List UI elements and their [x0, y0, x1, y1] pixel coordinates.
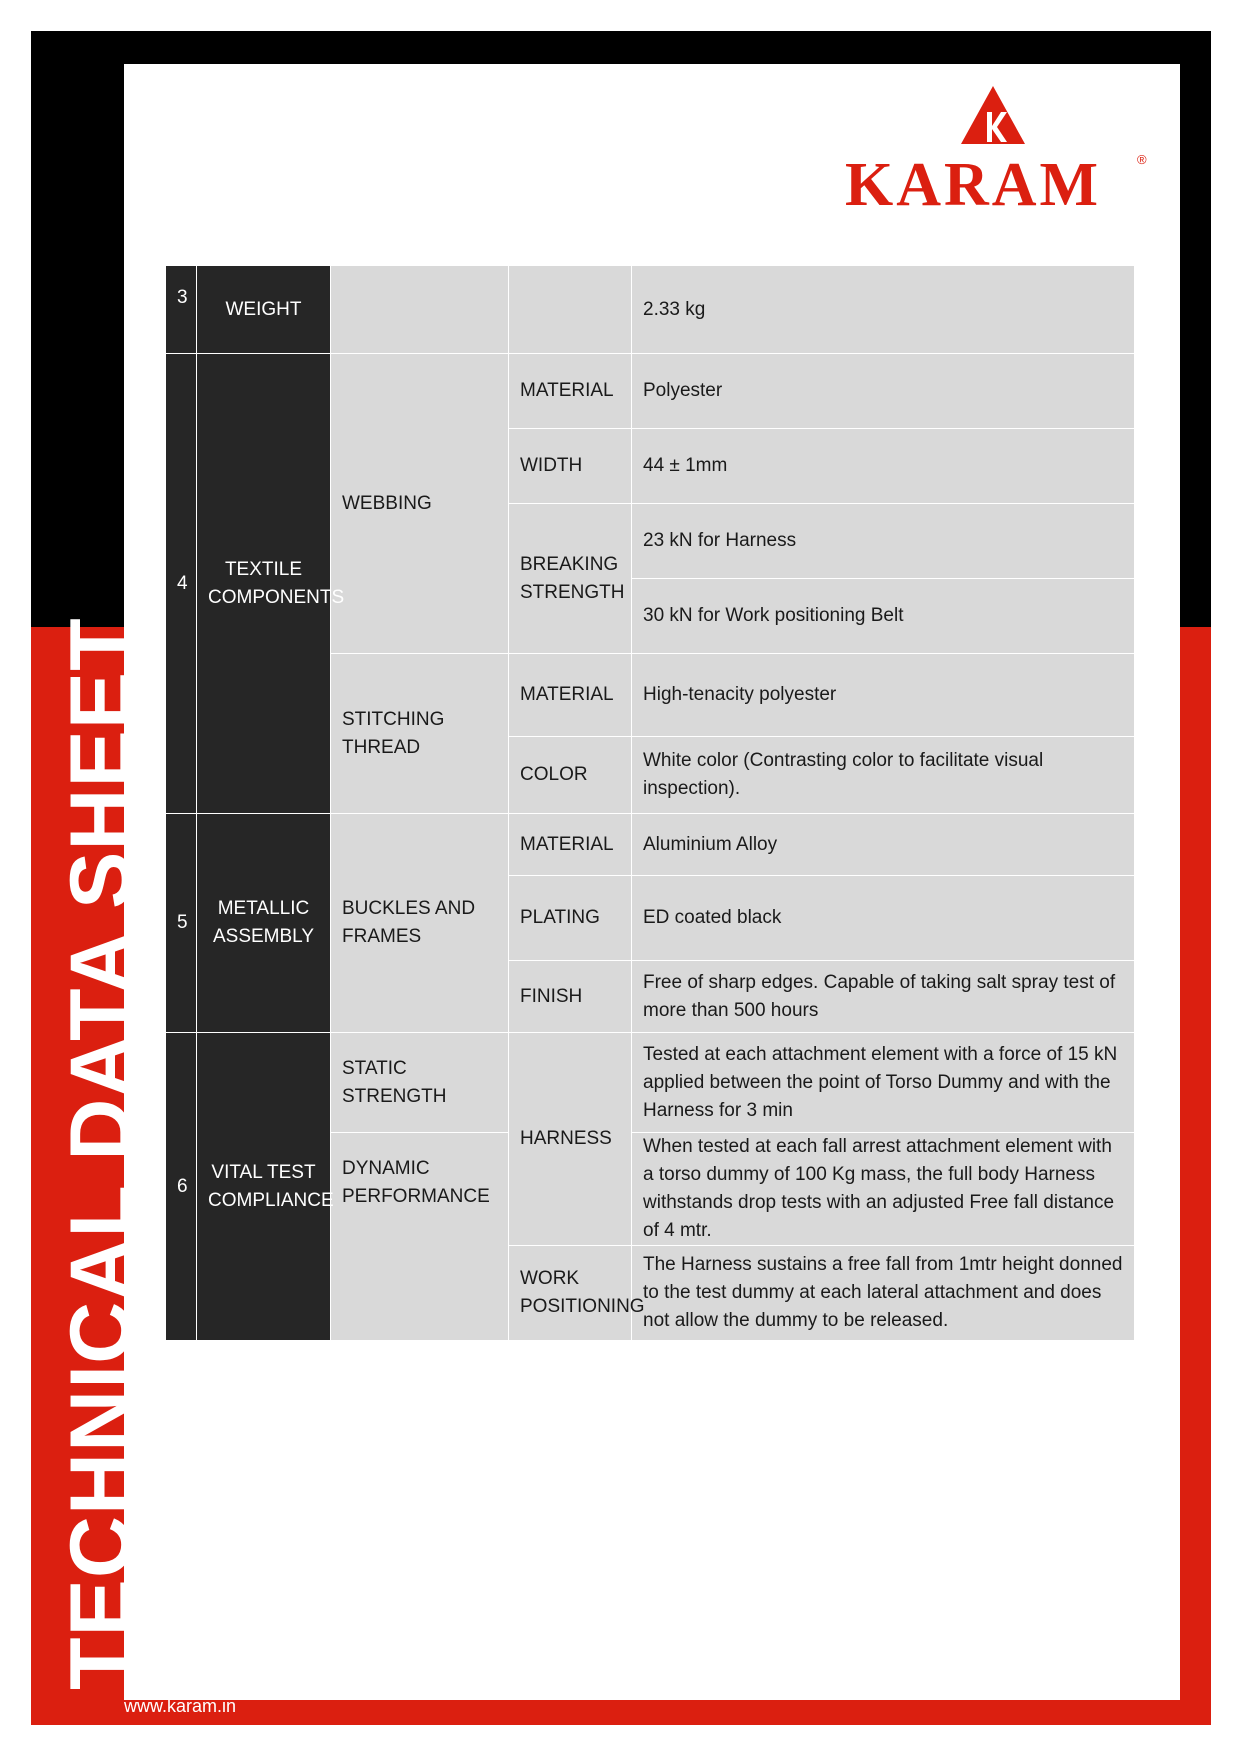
property-value: The Harness sustains a free fall from 1mtr height donned to the test dummy at each lateral attachment and does not allow the dummy to be released.: [632, 1246, 1135, 1341]
row-number: 5: [166, 814, 197, 1033]
side-title: TECHNICAL DATA SHEET: [53, 617, 149, 1690]
property-value: 23 kN for Harness: [632, 504, 1135, 579]
table-row: [166, 354, 1135, 429]
spec-table: [165, 265, 1135, 1341]
property-label: PLATING: [509, 876, 632, 961]
category-label: TEXTILE COMPONENTS: [197, 354, 331, 814]
property-value: 30 kN for Work positioning Belt: [632, 579, 1135, 654]
table-row: [166, 814, 1135, 876]
brand-logo: [845, 86, 1155, 219]
property-label: WIDTH: [509, 429, 632, 504]
row-number: 3: [166, 266, 197, 354]
sub-category-label: DYNAMIC PERFORMANCE: [331, 1133, 509, 1341]
property-label: BREAKING STRENGTH: [509, 504, 632, 654]
property-value: White color (Contrasting color to facilitate visual inspection).: [632, 737, 1135, 814]
property-value: 44 ± 1mm: [632, 429, 1135, 504]
table-row: [166, 1033, 1135, 1133]
category-label: VITAL TEST COMPLIANCE: [197, 1033, 331, 1341]
sub-category-label: WEBBING: [331, 354, 509, 654]
property-value: Tested at each attachment element with a force of 15 kN applied between the point of Torso Dummy and with the Harness for 3 min: [632, 1033, 1135, 1133]
property-value: ED coated black: [632, 876, 1135, 961]
karam-triangle-icon: [961, 86, 1025, 144]
property-value: Aluminium Alloy: [632, 814, 1135, 876]
property-label: FINISH: [509, 961, 632, 1033]
registered-mark: ®: [1137, 152, 1147, 167]
brand-wordmark: KARAM: [845, 151, 1102, 219]
sub-category-label: STATIC STRENGTH: [331, 1033, 509, 1133]
category-label: METALLIC ASSEMBLY: [197, 814, 331, 1033]
property-label: HARNESS: [509, 1033, 632, 1246]
table-row-weight: [166, 266, 1135, 354]
category-label: WEIGHT: [197, 266, 331, 354]
empty-cell: [331, 266, 509, 354]
property-label: COLOR: [509, 737, 632, 814]
property-label: MATERIAL: [509, 354, 632, 429]
property-label: MATERIAL: [509, 814, 632, 876]
sub-category-label: STITCHING THREAD: [331, 654, 509, 814]
property-label: MATERIAL: [509, 654, 632, 737]
empty-cell: [509, 266, 632, 354]
property-value: Polyester: [632, 354, 1135, 429]
property-value: When tested at each fall arrest attachment element with a torso dummy of 100 Kg mass, the full body Harness withstands drop tests with an adjusted Free fall distance of 4 mtr.: [632, 1133, 1135, 1246]
weight-value: 2.33 kg: [632, 266, 1135, 354]
property-value: High-tenacity polyester: [632, 654, 1135, 737]
row-number: 4: [166, 354, 197, 814]
sub-category-label: BUCKLES AND FRAMES: [331, 814, 509, 1033]
footer-url[interactable]: www.karam.in: [124, 1696, 237, 1716]
property-label: WORK POSITIONING: [509, 1246, 632, 1341]
row-number: 6: [166, 1033, 197, 1341]
property-value: Free of sharp edges. Capable of taking salt spray test of more than 500 hours: [632, 961, 1135, 1033]
